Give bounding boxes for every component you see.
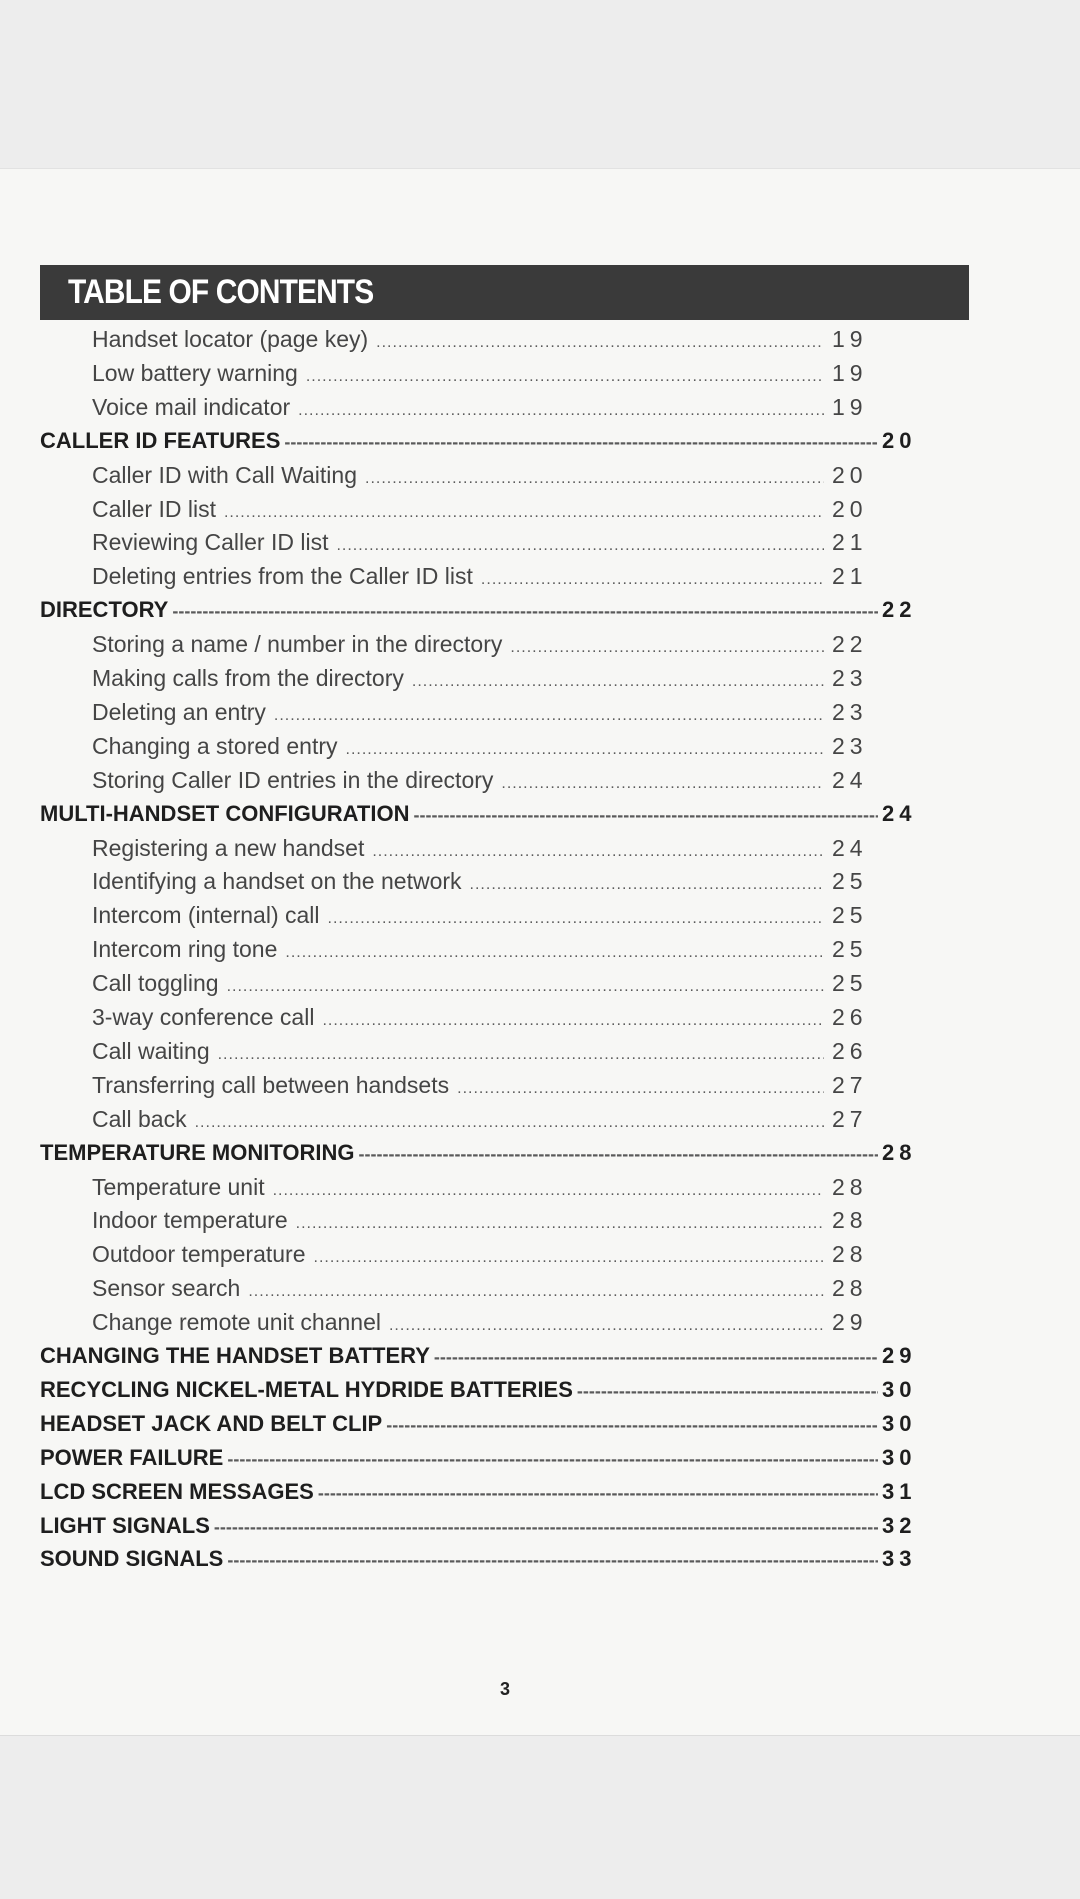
toc-leader-dots: [470, 868, 824, 895]
toc-section-entry: [40, 1377, 920, 1411]
toc-subsection-entry: [92, 970, 870, 1004]
toc-leader-dots: [284, 428, 878, 454]
toc-entry-label: Caller ID with Call Waiting: [92, 461, 357, 488]
toc-leader-dots: [218, 1038, 824, 1065]
toc-leader-dots: [328, 902, 824, 929]
toc-entry-page: 24: [882, 800, 917, 826]
toc-entry-page: 30: [882, 1376, 917, 1402]
toc-entry-label: Change remote unit channel: [92, 1309, 381, 1336]
toc-leader-dots: [413, 801, 878, 827]
toc-section-entry: [40, 597, 920, 631]
toc-leader-dots: [434, 1343, 878, 1369]
toc-section-entry: [40, 1445, 920, 1479]
toc-entry-label: Caller ID list: [92, 495, 216, 522]
toc-subsection-entry: [92, 563, 870, 597]
toc-entry-page: 27: [832, 1071, 868, 1098]
toc-entry-page: 30: [882, 1410, 917, 1436]
toc-entry-label: Deleting entries from the Caller ID list: [92, 563, 473, 590]
toc-entry-page: 33: [882, 1546, 917, 1572]
toc-entry-label: Call back: [92, 1105, 187, 1132]
toc-entry-page: 28: [832, 1207, 868, 1234]
toc-entry-label: Changing a stored entry: [92, 732, 338, 759]
toc-entry-label: CHANGING THE HANDSET BATTERY: [40, 1343, 430, 1368]
toc-entry-label: Identifying a handset on the network: [92, 868, 462, 895]
toc-leader-dots: [248, 1275, 824, 1302]
toc-entry-label: 3-way conference call: [92, 1004, 315, 1030]
toc-leader-dots: [195, 1106, 824, 1133]
toc-section-entry: [40, 1343, 920, 1377]
toc-entry-label: Deleting an entry: [92, 698, 266, 725]
toc-entry-label: Making calls from the directory: [92, 665, 404, 691]
toc-entry-label: MULTI-HANDSET CONFIGURATION: [40, 800, 410, 826]
toc-leader-dots: [298, 394, 824, 421]
toc-entry-page: 28: [832, 1275, 868, 1302]
toc-leader-dots: [501, 767, 824, 794]
toc-entry-label: POWER FAILURE: [40, 1444, 224, 1470]
toc-leader-dots: [372, 835, 824, 862]
toc-subsection-entry: [92, 1038, 870, 1072]
toc-entry-page: 30: [882, 1444, 917, 1470]
toc-leader-dots: [336, 529, 824, 556]
toc-entry-page: 23: [832, 665, 868, 691]
toc-entry-label: DIRECTORY: [40, 597, 169, 623]
toc-entry-page: 20: [832, 495, 868, 522]
toc-entry-page: 29: [882, 1343, 917, 1368]
toc-subsection-entry: [92, 360, 870, 394]
toc-title: TABLE OF CONTENTS: [68, 273, 374, 311]
toc-entry-page: 26: [832, 1037, 868, 1064]
toc-leader-dots: [214, 1513, 878, 1539]
toc-section-entry: [40, 801, 920, 835]
toc-entry-page: 29: [832, 1309, 868, 1336]
toc-subsection-entry: [92, 1004, 870, 1038]
toc-entry-label: RECYCLING NICKEL-METAL HYDRIDE BATTERIES: [40, 1376, 573, 1402]
toc-entry-page: 21: [832, 563, 868, 590]
toc-entry-label: Intercom ring tone: [92, 936, 278, 963]
toc-entry-page: 24: [832, 834, 868, 861]
toc-leader-dots: [318, 1479, 878, 1505]
toc-entry-page: 19: [832, 393, 868, 420]
toc-leader-dots: [314, 1241, 824, 1268]
toc-entry-label: Storing Caller ID entries in the directory: [92, 766, 494, 793]
toc-leader-dots: [227, 1445, 878, 1471]
toc-entry-page: 28: [832, 1241, 868, 1268]
toc-leader-dots: [306, 360, 824, 387]
toc-entry-page: 25: [832, 936, 868, 963]
toc-subsection-entry: [92, 1275, 870, 1309]
toc-leader-dots: [172, 597, 878, 623]
toc-entry-page: 25: [832, 868, 868, 895]
toc-subsection-entry: [92, 902, 870, 936]
toc-entry-label: Call toggling: [92, 970, 219, 997]
toc-leader-dots: [273, 1174, 824, 1201]
toc-leader-dots: [365, 462, 824, 489]
toc-entry-page: 27: [832, 1105, 868, 1132]
toc-subsection-entry: [92, 326, 870, 360]
toc-entry-label: LCD SCREEN MESSAGES: [40, 1478, 314, 1504]
toc-entry-page: 23: [832, 698, 868, 725]
toc-section-entry: [40, 1140, 920, 1174]
toc-subsection-entry: [92, 699, 870, 733]
toc-section-entry: [40, 1546, 920, 1580]
toc-subsection-entry: [92, 835, 870, 869]
toc-entry-label: SOUND SIGNALS: [40, 1546, 224, 1572]
toc-entry-label: Voice mail indicator: [92, 393, 291, 420]
toc-section-entry: [40, 1479, 920, 1513]
toc-section-entry: [40, 428, 920, 462]
toc-leader-dots: [457, 1072, 824, 1099]
toc-subsection-entry: [92, 733, 870, 767]
toc-entry-page: 21: [832, 529, 868, 556]
toc-entry-label: Low battery warning: [92, 359, 298, 386]
toc-entry-label: Outdoor temperature: [92, 1241, 306, 1268]
toc-leader-dots: [346, 733, 825, 760]
toc-subsection-entry: [92, 1072, 870, 1106]
page-number: 3: [499, 1679, 510, 1699]
toc-entry-page: 19: [832, 359, 868, 386]
toc-leader-dots: [389, 1309, 824, 1336]
toc-leader-dots: [386, 1411, 878, 1437]
toc-leader-dots: [376, 326, 824, 353]
toc-leader-dots: [296, 1207, 824, 1234]
toc-entry-label: CALLER ID FEATURES: [40, 427, 281, 453]
toc-subsection-entry: [92, 767, 870, 801]
toc-entry-page: 23: [832, 732, 868, 759]
toc-entry-page: 32: [882, 1512, 917, 1538]
toc-entry-page: 20: [882, 427, 917, 453]
toc-leader-dots: [359, 1140, 878, 1166]
toc-entry-label: Sensor search: [92, 1275, 241, 1302]
toc-subsection-entry: [92, 1241, 870, 1275]
toc-entry-label: Indoor temperature: [92, 1207, 288, 1234]
toc-leader-dots: [510, 631, 824, 658]
toc-leader-dots: [274, 699, 824, 726]
toc-entry-label: Call waiting: [92, 1037, 210, 1064]
toc-subsection-entry: [92, 1207, 870, 1241]
toc-entry-page: 22: [882, 597, 917, 623]
toc-entry-label: HEADSET JACK AND BELT CLIP: [40, 1410, 383, 1436]
toc-leader-dots: [227, 970, 824, 997]
toc-subsection-entry: [92, 462, 870, 496]
toc-subsection-entry: [92, 868, 870, 902]
toc-entry-label: Registering a new handset: [92, 834, 365, 861]
toc-entry-page: 22: [832, 631, 868, 658]
toc-subsection-entry: [92, 1174, 870, 1208]
toc-entry-label: Temperature unit: [92, 1173, 265, 1200]
toc-leader-dots: [577, 1377, 878, 1403]
toc-section-entry: [40, 1513, 920, 1547]
toc-subsection-entry: [92, 936, 870, 970]
toc-leader-dots: [481, 563, 824, 590]
toc-subsection-entry: [92, 631, 870, 665]
toc-leader-dots: [322, 1004, 824, 1031]
toc-subsection-entry: [92, 665, 870, 699]
toc-entry-page: 26: [832, 1004, 868, 1030]
toc-entry-page: 28: [832, 1173, 868, 1200]
toc-subsection-entry: [92, 496, 870, 530]
toc-header-bar: [40, 265, 969, 320]
toc-entry-page: 20: [832, 461, 868, 488]
toc-subsection-entry: [92, 394, 870, 428]
toc-leader-dots: [224, 496, 824, 523]
toc-subsection-entry: [92, 1106, 870, 1140]
toc-entry-label: Transferring call between handsets: [92, 1071, 450, 1098]
toc-entry-page: 31: [882, 1478, 917, 1504]
toc-subsection-entry: [92, 529, 870, 563]
toc-entry-label: Storing a name / number in the directory: [92, 631, 503, 658]
toc-entry-page: 28: [882, 1139, 917, 1165]
toc-subsection-entry: [92, 1309, 870, 1343]
toc-entry-label: Handset locator (page key): [92, 326, 369, 352]
toc-leader-dots: [412, 665, 824, 692]
toc-entry-label: Intercom (internal) call: [92, 902, 320, 929]
toc-leader-dots: [227, 1546, 878, 1572]
toc-section-entry: [40, 1411, 920, 1445]
toc-entry-page: 19: [832, 326, 868, 352]
toc-entry-label: TEMPERATURE MONITORING: [40, 1139, 355, 1165]
toc-leader-dots: [285, 936, 824, 963]
toc-entry-page: 25: [832, 970, 868, 997]
toc-entry-label: LIGHT SIGNALS: [40, 1512, 210, 1538]
toc-entry-page: 25: [832, 902, 868, 929]
toc-entry-label: Reviewing Caller ID list: [92, 529, 329, 556]
toc-entry-page: 24: [832, 766, 868, 793]
